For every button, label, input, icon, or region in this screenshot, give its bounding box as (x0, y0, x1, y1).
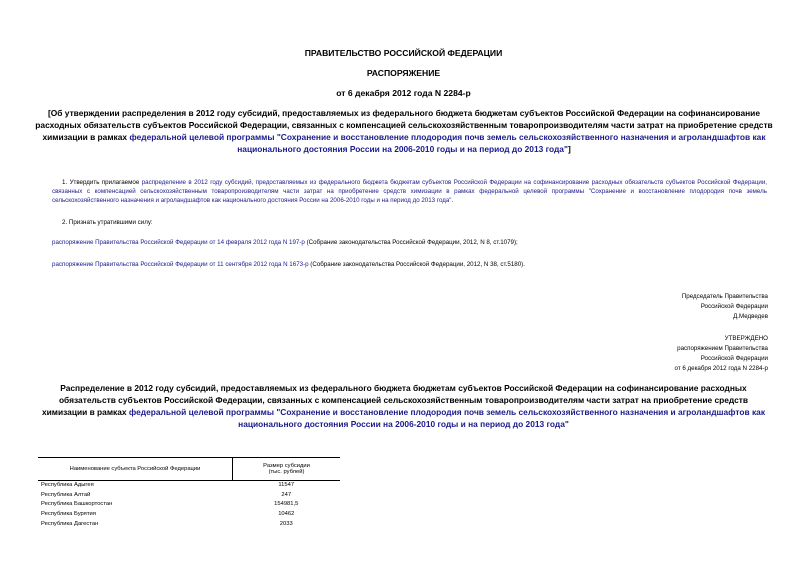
signature-line-1: Председатель Правительства (681, 293, 768, 300)
table-cell-region: Республика Адыгея (41, 482, 94, 489)
table-row (38, 481, 340, 491)
table-cell-amount: 2033 (279, 520, 293, 527)
repealed-ref-2-link[interactable]: распоряжение Правительства Российской Федерации от 11 сентября 2012 года N 1673-р (52, 261, 309, 268)
table-row (38, 510, 340, 520)
item-1-distribution-link[interactable]: распределение в 2012 году субсидий, предоставляемых из федерального бюджета бюджетам субъектов Российской Федерации на софинансирование расходных обязательств субъектов Российской Федерации, связанных с компенсацией сельскохозяйственным товаропроизводителям части затрат на приобретение средств химизации в рамках федеральной целевой программы "Сохранение и восстановление плодородия почв земель сельскохозяйственного назначения и агроландшафтов как национального достояния России на 2006-2010 годы и на период до 2013 года" (52, 179, 767, 204)
subsidy-table (38, 457, 340, 529)
repealed-ref-1 (52, 238, 767, 247)
item-1-suffix: . (451, 197, 454, 204)
doc-date-heading: от 6 декабря 2012 года N 2284-р (336, 88, 471, 98)
title-program-link[interactable]: федеральной целевой программы "Сохранение и восстановление плодородия почв земель сельскохозяйственного назначения и агроландшафтов как национального достояния России на 2006-2010 годы и на период до 2013 года" (129, 132, 766, 154)
table-cell-amount: 247 (281, 491, 292, 498)
table-cell-region: Республика Башкортостан (41, 501, 113, 508)
table-row (38, 491, 340, 501)
table-header-region: Наименование субъекта Российской Федерации (38, 458, 233, 481)
table-cell-region: Республика Бурятия (41, 511, 96, 518)
repealed-ref-1-link[interactable]: распоряжение Правительства Российской Федерации от 14 февраля 2012 года N 197-р (52, 239, 305, 246)
repealed-ref-2-rest: (Собрание законодательства Российской Федерации, 2012, N 38, ст.5180). (308, 261, 525, 268)
table-header-amount-line-1: Размер субсидии (263, 463, 310, 469)
approval-line-2: распоряжением Правительства (677, 345, 768, 352)
title-text: [Об утверждении распределения в 2012 году субсидий, предоставляемых из федерального бюджета бюджетам субъектов Российской Федерации на софинансирование расходных обязательств субъектов Российской Федерации, связанных с компенсацией сельскохозяйственным товаропроизводителям части затрат на приобретение средств химизации в рамках (35, 108, 773, 142)
table-header-amount (233, 458, 341, 481)
item-1 (52, 178, 767, 205)
item-2: 2. Признать утратившими силу: (62, 219, 153, 226)
repealed-ref-1-rest: (Собрание законодательства Российской Федерации, 2012, N 8, ст.1079); (304, 239, 518, 246)
doc-type-heading: РАСПОРЯЖЕНИЕ (366, 68, 441, 78)
table-cell-amount: 11547 (278, 482, 295, 489)
repealed-ref-2 (52, 260, 767, 269)
signature-block (682, 292, 768, 322)
approval-line-3: Российской Федерации (700, 355, 768, 362)
table-cell-amount: 154981,5 (274, 501, 299, 508)
section-title (40, 382, 767, 430)
table-cell-amount: 10462 (278, 511, 295, 518)
signature-name: Д.Медведев (733, 313, 768, 320)
section-title-text: Распределение в 2012 году субсидий, предоставляемых из федерального бюджета бюджетам субъектов Российской Федерации на софинансирование расходных обязательств субъектов Российской Федерации, связанных с компенсацией сельскохозяйственным товаропроизводителям части затрат на приобретение средств химизации в рамках (41, 383, 749, 417)
approval-line-1: УТВЕРЖДЕНО (724, 335, 768, 342)
approval-line-4: от 6 декабря 2012 года N 2284-р (674, 365, 768, 372)
section-title-program-link[interactable]: федеральной целевой программы "Сохранение и восстановление плодородия почв земель сельскохозяйственного назначения и агроландшафтов как национального достояния России на 2006-2010 годы и на период до 2013 года" (128, 407, 766, 429)
table-row (38, 519, 340, 529)
item-1-prefix: 1. Утвердить прилагаемое (62, 179, 142, 186)
signature-line-2: Российской Федерации (700, 303, 768, 310)
approval-block (675, 334, 768, 374)
table-cell-region: Республика Алтай (41, 491, 91, 498)
org-heading: ПРАВИТЕЛЬСТВО РОССИЙСКОЙ ФЕДЕРАЦИИ (304, 48, 503, 58)
table-row (38, 500, 340, 510)
table-header-amount-line-2: (тыс. рублей) (268, 469, 305, 475)
table-cell-region: Республика Дагестан (41, 520, 99, 527)
document-title (28, 107, 780, 155)
table-header-row (38, 458, 340, 481)
title-close: ] (567, 144, 571, 154)
